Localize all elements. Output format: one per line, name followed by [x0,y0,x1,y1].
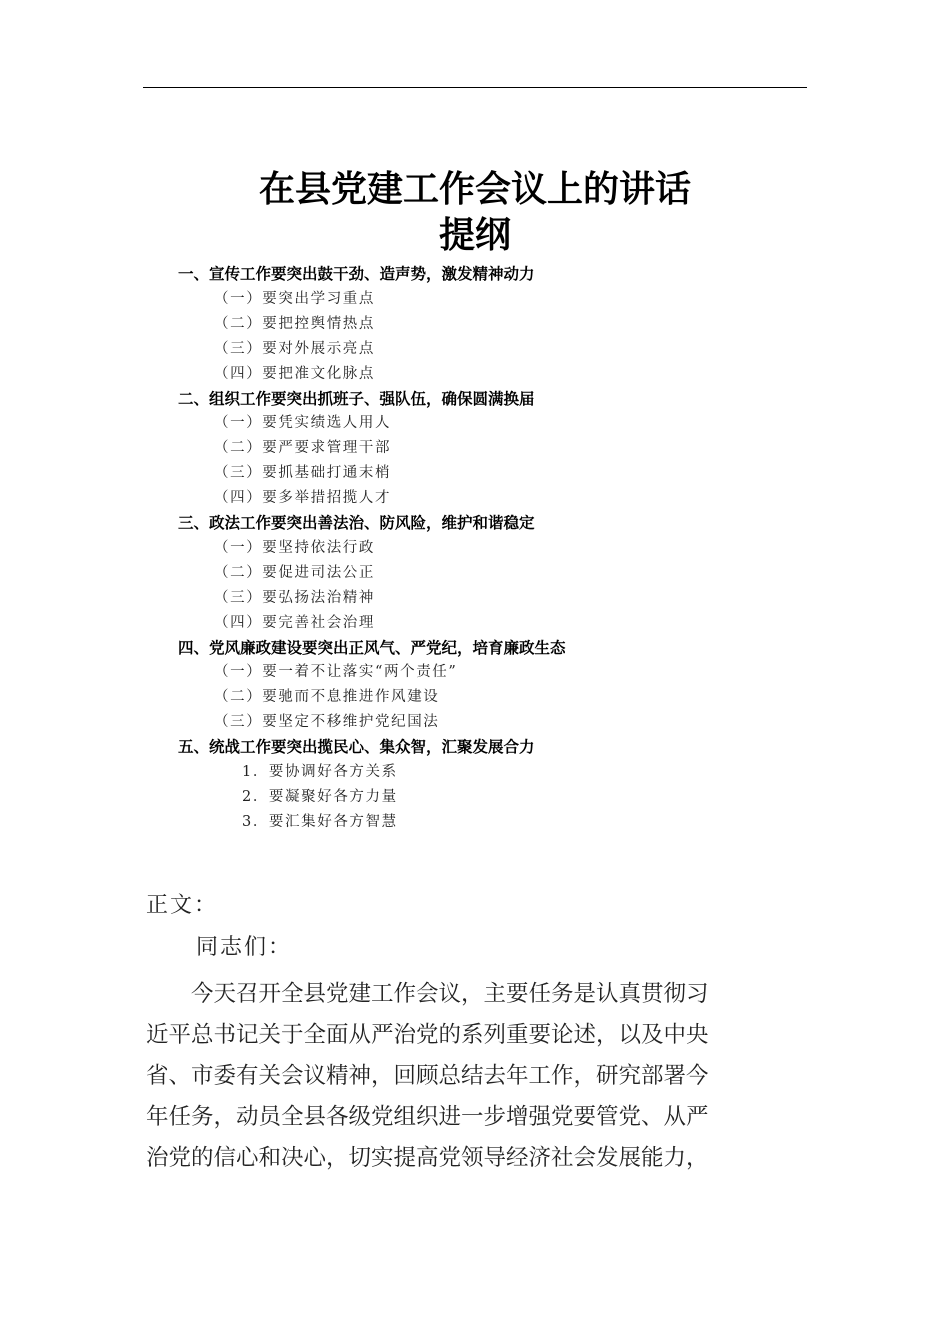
paragraph-line: 年任务，动员全县各级党组织进一步增强党要管党、从严 [146,1104,709,1130]
body-label: 正文： [146,893,219,918]
outline-subitem: 1．要协调好各方关系 [242,764,398,780]
outline-subitem: （一）要凭实绩选人用人 [214,415,392,432]
outline-subitem: （二）要促进司法公正 [214,564,375,581]
outline-section-heading: 一、宣传工作要突出鼓干劲、造声势，激发精神动力 [178,265,535,283]
paragraph-line: 近平总书记关于全面从严治党的系列重要论述，以及中央 [146,1022,709,1048]
paragraph-line: 今天召开全县党建工作会议，主要任务是认真贯彻习 [146,981,709,1007]
outline-subitem: （三）要对外展示亮点 [214,340,375,357]
outline-subitem: （一）要坚持依法行政 [214,539,375,556]
header-rule [143,87,807,88]
outline-subitem: （三）要坚定不移维护党纪国法 [214,714,440,731]
outline-section-heading: 五、统战工作要突出揽民心、集众智，汇聚发展合力 [178,738,535,757]
outline-section-heading: 三、政法工作要突出善法治、防风险，维护和谐稳定 [178,514,535,532]
salutation: 同志们： [196,935,293,960]
outline-subitem: （四）要多举措招揽人才 [214,490,392,507]
outline-section-heading: 四、党风廉政建设要突出正风气、严党纪，培育廉政生态 [178,638,566,657]
outline-subitem: （二）要驰而不息推进作风建设 [214,689,440,706]
outline-subitem: （三）要弘扬法治精神 [214,589,375,606]
outline-subitem: （四）要完善社会治理 [214,614,375,631]
outline-subitem: （四）要把准文化脉点 [214,365,375,382]
outline-subitem: 2．要凝聚好各方力量 [242,788,398,805]
outline-subitem: （一）要突出学习重点 [214,290,375,307]
outline-subitem: （一）要一着不让落实“两个责任” [214,664,458,681]
outline-subitem: （二）要严要求管理干部 [214,440,392,457]
paragraph-line: 治党的信心和决心，切实提高党领导经济社会发展能力， [146,1145,709,1171]
document-title: 在县党建工作会议上的讲话 [258,169,691,210]
outline-subitem: 3．要汇集好各方智慧 [242,813,398,830]
outline-subitem: （三）要抓基础打通末梢 [214,465,392,482]
paragraph-line: 省、市委有关会议精神，回顾总结去年工作，研究部署今 [146,1063,709,1089]
outline-subitem: （二）要把控舆情热点 [214,315,375,332]
document-title-line2: 提纲 [438,215,511,256]
outline-section-heading: 二、组织工作要突出抓班子、强队伍，确保圆满换届 [178,389,535,408]
